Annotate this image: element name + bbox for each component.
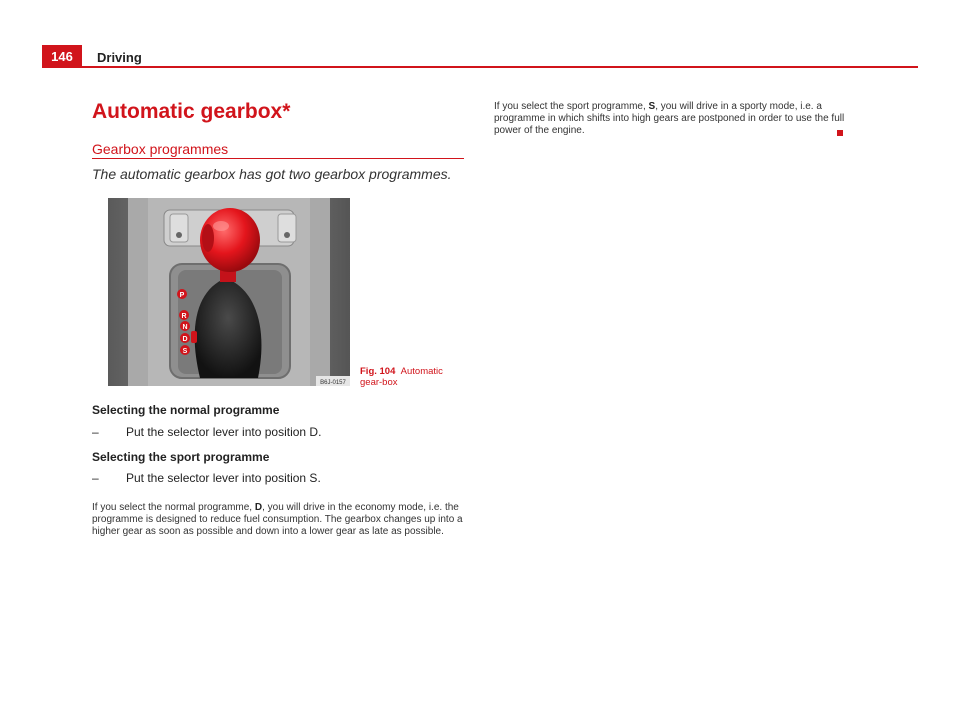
- sport-programme-step: – Put the selector lever into position S.: [92, 471, 321, 485]
- gear-label-s: S: [182, 348, 188, 355]
- normal-programme-step: – Put the selector lever into position D.: [92, 425, 322, 439]
- sport-programme-heading: Selecting the sport programme: [92, 450, 270, 464]
- intro-text: The automatic gearbox has got two gearbox programmes.: [92, 166, 452, 182]
- gear-label-r: R: [181, 313, 187, 320]
- figure-code: B6J-0157: [320, 380, 346, 386]
- gear-selector-figure: [108, 198, 350, 386]
- normal-programme-paragraph: If you select the normal programme, D, you will drive in the economy mode, i.e. the programme is designed to reduce fuel consumption. The gearbox changes up into a higher gear as soon as possible and down into a lower gear as late as possible.: [92, 502, 463, 537]
- gear-label-d: D: [182, 336, 188, 343]
- normal-programme-heading: Selecting the normal programme: [92, 403, 280, 417]
- page-number: 146: [42, 45, 82, 68]
- sport-step-text: Put the selector lever into position S.: [126, 471, 321, 485]
- section-end-marker: [837, 130, 843, 136]
- page-title: Automatic gearbox*: [92, 100, 291, 123]
- section-title: Gearbox programmes: [92, 141, 229, 157]
- normal-step-text: Put the selector lever into position D.: [126, 425, 322, 439]
- running-header: Driving: [97, 50, 142, 65]
- figure-number: Fig. 104: [360, 366, 396, 377]
- header-rule: [42, 66, 918, 68]
- figure-caption-text: Automatic gear-box: [360, 366, 443, 388]
- gear-label-n: N: [182, 324, 188, 331]
- sport-programme-paragraph: If you select the sport programme, S, you will drive in a sporty mode, i.e. a programme in which shifts into high gears are postponed in order to use the full power of the engine.: [494, 101, 845, 136]
- gear-label-p: P: [179, 292, 185, 299]
- figure-caption: [360, 366, 466, 388]
- gear-selector-illustration: [108, 198, 350, 386]
- section-rule: [92, 158, 464, 159]
